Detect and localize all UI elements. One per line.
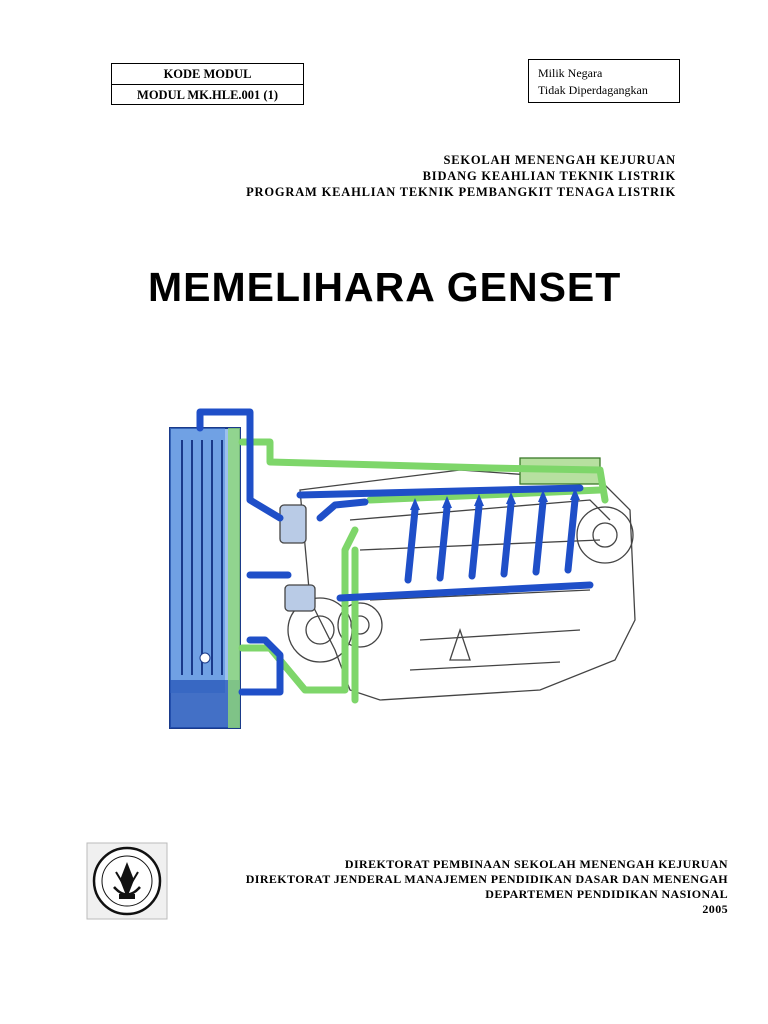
school-line3: PROGRAM KEAHLIAN TEKNIK PEMBANGKIT TENAGA LISTRIK — [246, 185, 676, 199]
footer-line2: DIREKTORAT JENDERAL MANAJEMEN PENDIDIKAN DASAR DAN MENENGAH — [245, 872, 728, 886]
ownership-box — [528, 59, 680, 103]
footer-year: 2005 — [702, 902, 728, 916]
document-title: MEMELIHARA GENSET — [148, 264, 622, 310]
school-header — [246, 152, 676, 200]
genset-cooling-diagram — [160, 400, 650, 745]
module-code-box — [111, 63, 304, 105]
footer-line3: DEPARTEMEN PENDIDIKAN NASIONAL — [485, 887, 728, 901]
publisher-footer — [246, 857, 728, 917]
ownership-line1: Milik Negara — [538, 66, 603, 80]
radiator-illustration — [170, 428, 240, 728]
tut-wuri-handayani-logo — [86, 842, 168, 920]
module-code-value: MODUL MK.HLE.001 (1) — [137, 87, 278, 102]
footer-line1: DIREKTORAT PEMBINAAN SEKOLAH MENENGAH KEJURUAN — [344, 857, 728, 871]
ownership-line2: Tidak Diperdagangkan — [538, 83, 648, 97]
module-code-label: KODE MODUL — [112, 64, 303, 85]
school-line1: SEKOLAH MENENGAH KEJURUAN — [443, 153, 676, 167]
school-line2: BIDANG KEAHLIAN TEKNIK LISTRIK — [422, 169, 676, 183]
